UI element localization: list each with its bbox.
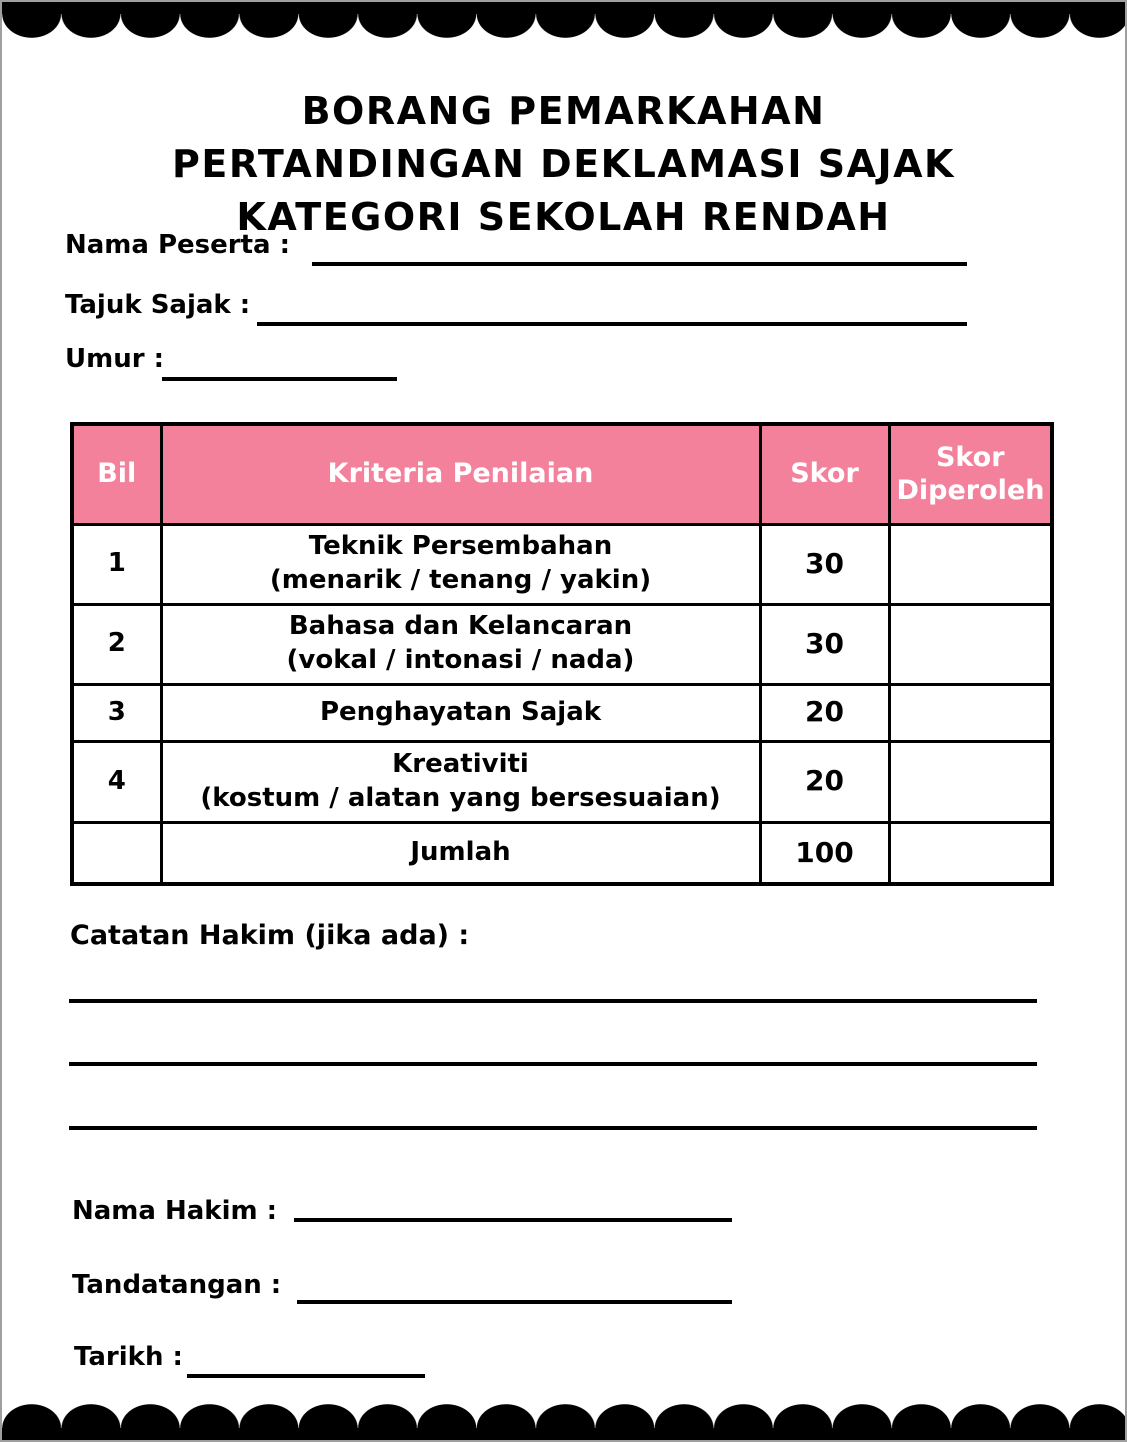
cell-skor: 30 xyxy=(760,604,889,684)
nama-hakim-label: Nama Hakim : xyxy=(72,1196,278,1226)
table-row xyxy=(72,604,1052,684)
cell-bil: 4 xyxy=(72,741,161,822)
page-title xyxy=(2,85,1125,244)
cell-skor: 20 xyxy=(760,684,889,741)
cell-skor: 20 xyxy=(760,741,889,822)
cell-bil: 1 xyxy=(72,524,161,604)
header-skor: Skor xyxy=(760,424,889,524)
header-skor-diperoleh: Skor Diperoleh xyxy=(889,424,1052,524)
cell-kriteria-total: Jumlah xyxy=(161,822,760,884)
table-row xyxy=(72,684,1052,741)
cell-skor-diperoleh-total xyxy=(889,822,1052,884)
nama-hakim-field-line xyxy=(294,1218,732,1222)
scoring-criteria-table xyxy=(70,422,1054,886)
page-title-line1: BORANG PEMARKAHAN xyxy=(301,89,826,134)
scallop-bottom-border xyxy=(2,1404,1125,1440)
table-row xyxy=(72,524,1052,604)
cell-kriteria xyxy=(161,684,760,741)
tarikh-label: Tarikh : xyxy=(74,1342,183,1372)
criteria-line1: Teknik Persembahan xyxy=(308,531,613,562)
cell-skor-diperoleh xyxy=(889,604,1052,684)
catatan-line-1 xyxy=(69,999,1037,1003)
umur-label: Umur : xyxy=(65,344,164,374)
page-title-line2: PERTANDINGAN DEKLAMASI SAJAK xyxy=(172,142,955,187)
scallop-top-border xyxy=(2,2,1125,38)
cell-bil xyxy=(72,822,161,884)
cell-bil: 3 xyxy=(72,684,161,741)
criteria-line2: (menarik / tenang / yakin) xyxy=(269,565,652,595)
cell-skor-total: 100 xyxy=(760,822,889,884)
cell-bil: 2 xyxy=(72,604,161,684)
table-row xyxy=(72,741,1052,822)
cell-kriteria xyxy=(161,524,760,604)
cell-skor-diperoleh xyxy=(889,741,1052,822)
catatan-hakim-label: Catatan Hakim (jika ada) : xyxy=(70,920,470,951)
tarikh-field-line xyxy=(187,1374,425,1378)
catatan-line-2 xyxy=(69,1062,1037,1066)
cell-skor: 30 xyxy=(760,524,889,604)
umur-field-line xyxy=(162,377,397,381)
cell-kriteria xyxy=(161,741,760,822)
tajuk-sajak-label: Tajuk Sajak : xyxy=(65,290,251,320)
nama-peserta-field-line xyxy=(312,262,967,266)
catatan-line-3 xyxy=(69,1126,1037,1130)
criteria-line1: Bahasa dan Kelancaran xyxy=(288,611,633,642)
header-bil: Bil xyxy=(72,424,161,524)
tajuk-sajak-field-line xyxy=(257,322,967,326)
tandatangan-field-line xyxy=(297,1300,732,1304)
table-total-row xyxy=(72,822,1052,884)
nama-peserta-label: Nama Peserta : xyxy=(65,230,291,260)
tandatangan-label: Tandatangan : xyxy=(72,1270,282,1300)
cell-kriteria xyxy=(161,604,760,684)
criteria-line1: Kreativiti xyxy=(392,748,529,779)
criteria-line2: (vokal / intonasi / nada) xyxy=(286,645,635,675)
criteria-line2: (kostum / alatan yang bersesuaian) xyxy=(200,782,721,813)
header-kriteria: Kriteria Penilaian xyxy=(161,424,760,524)
cell-skor-diperoleh xyxy=(889,524,1052,604)
cell-skor-diperoleh xyxy=(889,684,1052,741)
page-title-line3: KATEGORI SEKOLAH RENDAH xyxy=(236,195,891,240)
table-header-row xyxy=(72,424,1052,524)
criteria-line1: Penghayatan Sajak xyxy=(319,696,602,727)
